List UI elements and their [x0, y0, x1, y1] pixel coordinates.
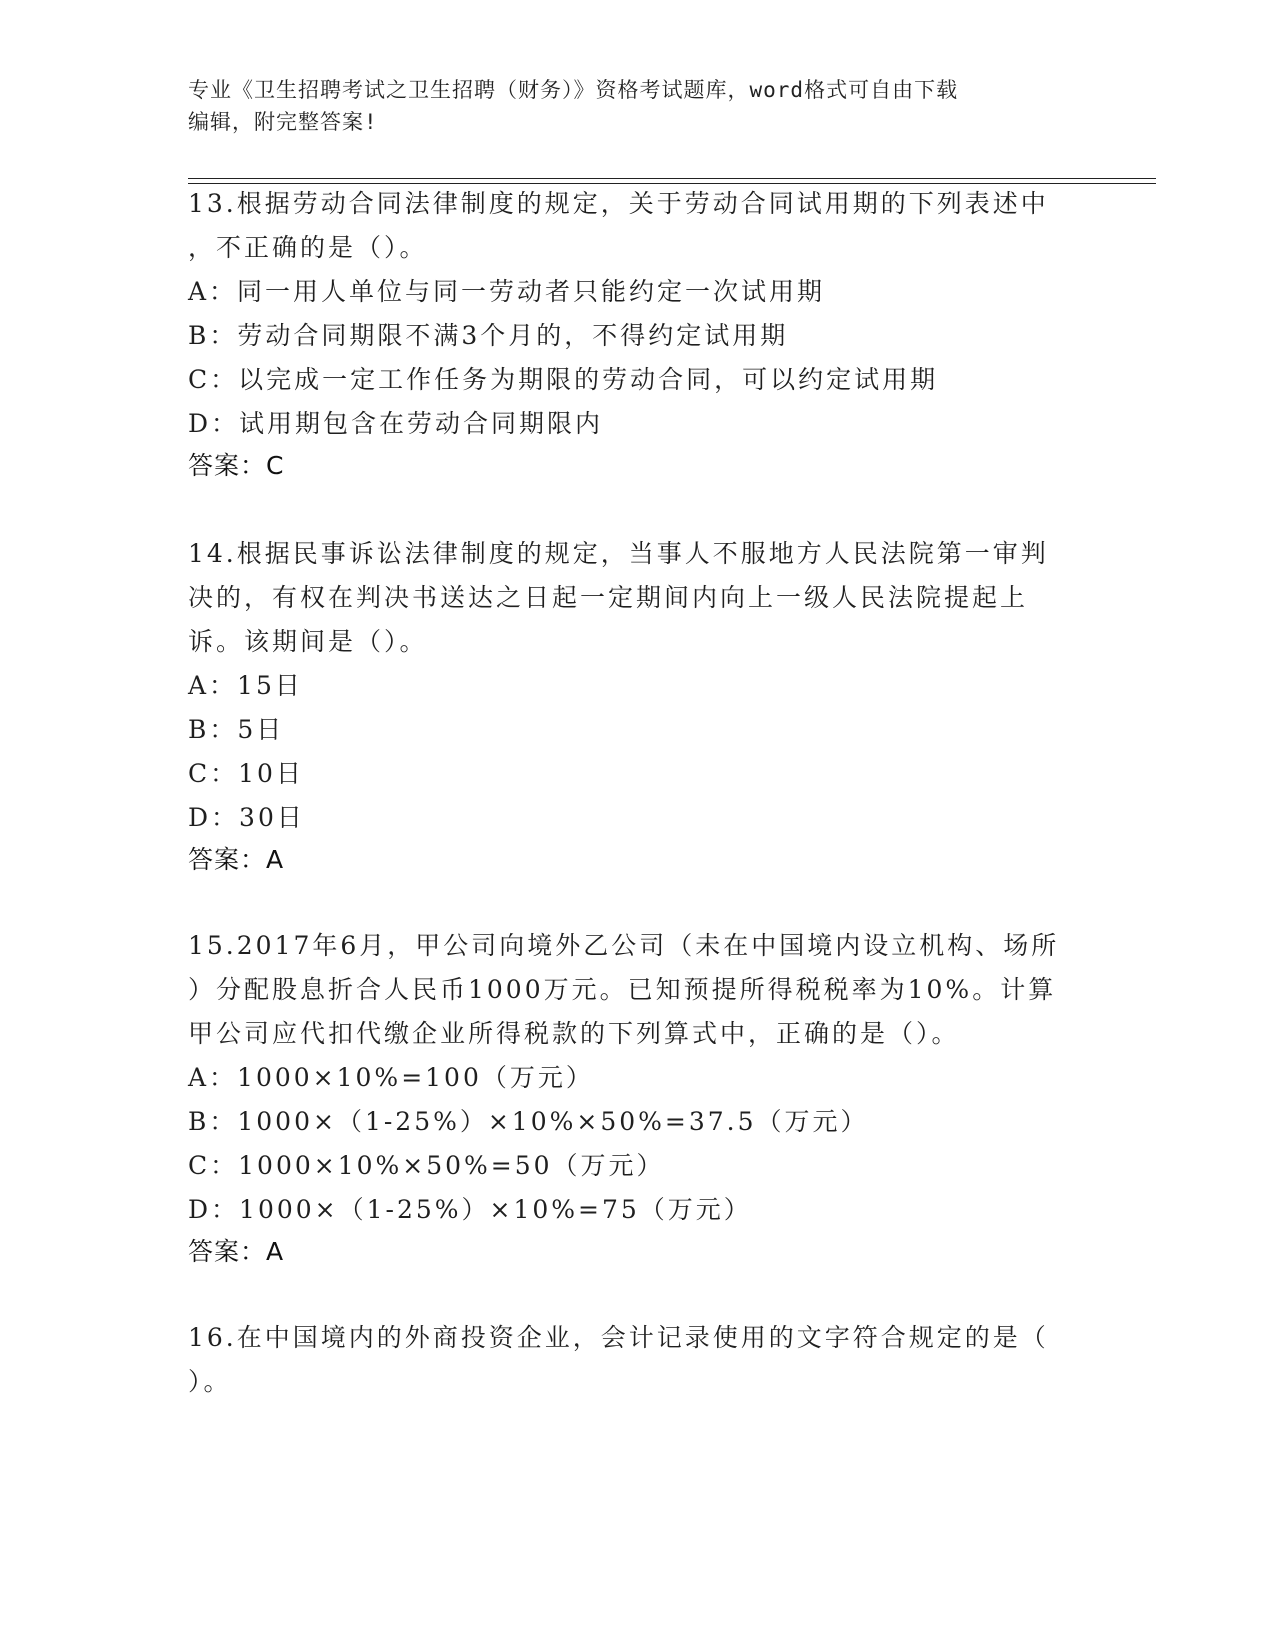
question-13-option-d: D：试用期包含在劳动合同期限内	[188, 409, 604, 438]
question-15-answer: 答案：A	[188, 1237, 285, 1266]
question-13-stem-line-2: ，不正确的是（）。	[188, 233, 428, 262]
question-14-stem-line-1: 14.根据民事诉讼法律制度的规定，当事人不服地方人民法院第一审判	[188, 539, 1049, 568]
question-14-answer: 答案：A	[188, 845, 285, 874]
question-15-stem-line-2: ）分配股息折合人民币1000万元。已知预提所得税税率为10%。计算	[188, 975, 1057, 1004]
question-13-option-b: B：劳动合同期限不满3个月的，不得约定试用期	[188, 321, 789, 350]
question-14-option-c: C：10日	[188, 759, 304, 788]
question-15-option-c: C：1000×10%×50%=50（万元）	[188, 1151, 665, 1180]
document-header	[188, 74, 1068, 138]
question-15-stem-line-3: 甲公司应代扣代缴企业所得税款的下列算式中，正确的是（）。	[188, 1019, 960, 1048]
question-13-option-a: A：同一用人单位与同一劳动者只能约定一次试用期	[188, 277, 826, 306]
question-15-option-a: A：1000×10%=100（万元）	[188, 1063, 594, 1092]
question-14-option-b: B：5日	[188, 715, 285, 744]
question-13-stem-line-1: 13.根据劳动合同法律制度的规定，关于劳动合同试用期的下列表述中	[188, 189, 1049, 218]
question-14-stem-line-2: 决的，有权在判决书送达之日起一定期间内向上一级人民法院提起上	[188, 583, 1029, 612]
question-15-option-d: D：1000×（1-25%）×10%=75（万元）	[188, 1195, 752, 1224]
header-divider-top	[188, 178, 1156, 179]
question-16-stem-line-1: 16.在中国境内的外商投资企业，会计记录使用的文字符合规定的是（	[188, 1323, 1049, 1352]
question-14-stem-line-3: 诉。该期间是（）。	[188, 627, 428, 656]
question-16-stem-line-2: ）。	[188, 1367, 232, 1396]
question-14-option-d: D：30日	[188, 803, 305, 832]
question-15-stem-line-1: 15.2017年6月，甲公司向境外乙公司（未在中国境内设立机构、场所	[188, 931, 1060, 960]
header-divider-bottom	[188, 183, 1156, 184]
header-line-1: 专业《卫生招聘考试之卫生招聘（财务）》资格考试题库，word格式可自由下载	[188, 78, 959, 102]
question-13-answer: 答案：C	[188, 451, 285, 480]
question-14-option-a: A：15日	[188, 671, 303, 700]
question-15-option-b: B：1000×（1-25%）×10%×50%=37.5（万元）	[188, 1107, 869, 1136]
question-13-option-c: C：以完成一定工作任务为期限的劳动合同，可以约定试用期	[188, 365, 939, 394]
header-line-2: 编辑，附完整答案!	[188, 110, 378, 134]
